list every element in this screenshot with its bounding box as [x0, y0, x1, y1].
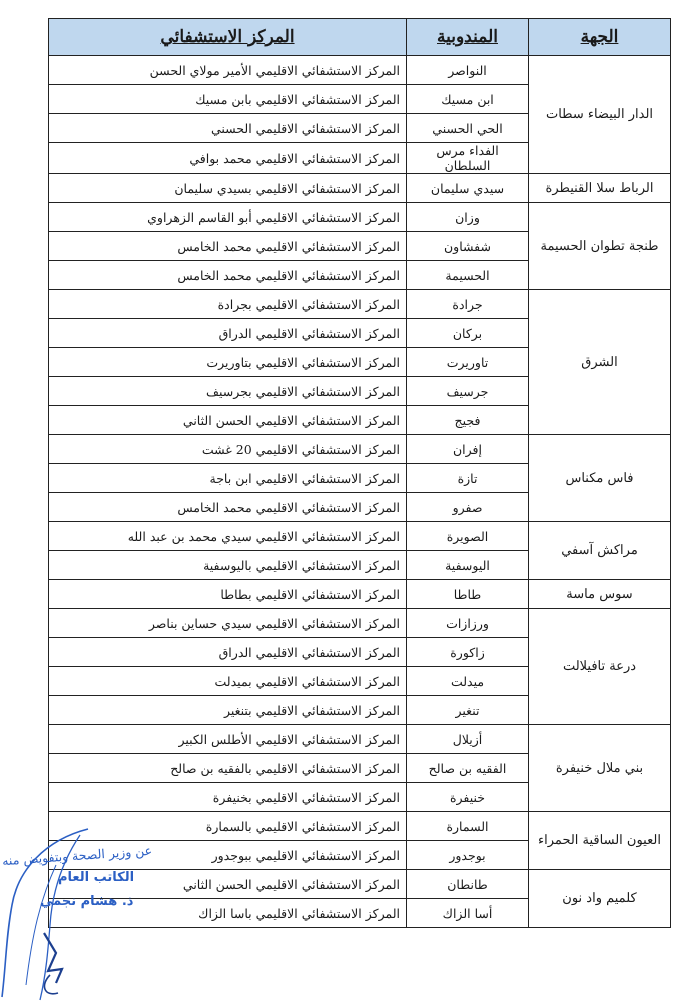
center-cell: المركز الاستشفائي الاقليمي الحسن الثاني — [49, 870, 407, 899]
table-row — [49, 174, 671, 203]
header-province: المندوبية — [407, 19, 529, 56]
center-cell: المركز الاستشفائي الاقليمي باليوسفية — [49, 551, 407, 580]
region-cell: بني ملال خنيفرة — [529, 725, 671, 812]
province-cell: الحي الحسني — [407, 114, 529, 143]
province-cell: طانطان — [407, 870, 529, 899]
table-row — [49, 725, 671, 754]
center-cell: المركز الاستشفائي الاقليمي بجرادة — [49, 290, 407, 319]
stamp-line-title: الكاتب العام — [58, 870, 135, 885]
table-row — [49, 435, 671, 464]
center-cell: المركز الاستشفائي الاقليمي بابن مسيك — [49, 85, 407, 114]
table-row — [49, 870, 671, 899]
region-cell: الرباط سلا القنيطرة — [529, 174, 671, 203]
province-cell: ميدلت — [407, 667, 529, 696]
region-cell: كلميم واد نون — [529, 870, 671, 928]
province-cell: سيدي سليمان — [407, 174, 529, 203]
center-cell: المركز الاستشفائي الاقليمي الحسن الثاني — [49, 406, 407, 435]
table-row — [49, 56, 671, 85]
table-header-row — [49, 19, 671, 56]
center-cell: المركز الاستشفائي الاقليمي بتنغير — [49, 696, 407, 725]
province-cell: الصويرة — [407, 522, 529, 551]
center-cell: المركز الاستشفائي الاقليمي محمد الخامس — [49, 232, 407, 261]
province-cell: صفرو — [407, 493, 529, 522]
province-cell: السمارة — [407, 812, 529, 841]
center-cell: المركز الاستشفائي الاقليمي الأمير مولاي الحسن — [49, 56, 407, 85]
table-row — [49, 812, 671, 841]
province-cell: اليوسفية — [407, 551, 529, 580]
center-cell: المركز الاستشفائي الاقليمي بالفقيه بن صالح — [49, 754, 407, 783]
province-cell: الحسيمة — [407, 261, 529, 290]
center-cell: المركز الاستشفائي الاقليمي أبو القاسم الزهراوي — [49, 203, 407, 232]
province-cell: تنغير — [407, 696, 529, 725]
center-cell: المركز الاستشفائي الاقليمي سيدي محمد بن عبد الله — [49, 522, 407, 551]
province-cell: خنيفرة — [407, 783, 529, 812]
province-cell: ورزازات — [407, 609, 529, 638]
province-cell: جرادة — [407, 290, 529, 319]
header-center: المركز الاستشفائي — [49, 19, 407, 56]
center-cell: المركز الاستشفائي الاقليمي ابن باجة — [49, 464, 407, 493]
province-cell: إفران — [407, 435, 529, 464]
province-cell: وزان — [407, 203, 529, 232]
province-cell: الفقيه بن صالح — [407, 754, 529, 783]
region-cell: الدار البيضاء سطات — [529, 56, 671, 174]
province-cell: النواصر — [407, 56, 529, 85]
center-cell: المركز الاستشفائي الاقليمي الدراق — [49, 319, 407, 348]
region-cell: درعة تافيلالت — [529, 609, 671, 725]
region-cell: فاس مكناس — [529, 435, 671, 522]
center-cell: المركز الاستشفائي الاقليمي بميدلت — [49, 667, 407, 696]
table-row — [49, 522, 671, 551]
center-cell: المركز الاستشفائي الاقليمي محمد بوافي — [49, 143, 407, 174]
table-body — [49, 56, 671, 928]
table-row — [49, 203, 671, 232]
region-cell: طنجة تطوان الحسيمة — [529, 203, 671, 290]
header-region: الجهة — [529, 19, 671, 56]
stamp-line-authority: عن وزير الصحة وبتفويض منه — [1, 842, 153, 869]
province-cell: بركان — [407, 319, 529, 348]
region-cell: سوس ماسة — [529, 580, 671, 609]
province-cell: شفشاون — [407, 232, 529, 261]
center-cell: المركز الاستشفائي الاقليمي محمد الخامس — [49, 261, 407, 290]
center-cell: المركز الاستشفائي الاقليمي 20 غشت — [49, 435, 407, 464]
region-cell: العيون الساقية الحمراء — [529, 812, 671, 870]
center-cell: المركز الاستشفائي الاقليمي سيدي حساين بناصر — [49, 609, 407, 638]
center-cell: المركز الاستشفائي الاقليمي بالسمارة — [49, 812, 407, 841]
table-row — [49, 290, 671, 319]
stamp-line-name: ذ. هشام نجمي — [40, 894, 134, 909]
table-row — [49, 609, 671, 638]
hospital-centers-table — [48, 18, 671, 928]
province-cell: تاوريرت — [407, 348, 529, 377]
province-cell: ابن مسيك — [407, 85, 529, 114]
region-cell: الشرق — [529, 290, 671, 435]
center-cell: المركز الاستشفائي الاقليمي باسا الزاك — [49, 899, 407, 928]
table-row — [49, 580, 671, 609]
center-cell: المركز الاستشفائي الاقليمي بطاطا — [49, 580, 407, 609]
center-cell: المركز الاستشفائي الاقليمي الحسني — [49, 114, 407, 143]
center-cell: المركز الاستشفائي الاقليمي الدراق — [49, 638, 407, 667]
center-cell: المركز الاستشفائي الاقليمي بخنيفرة — [49, 783, 407, 812]
province-cell: زاكورة — [407, 638, 529, 667]
province-cell: الفداء مرس السلطان — [407, 143, 529, 174]
center-cell: المركز الاستشفائي الاقليمي بجرسيف — [49, 377, 407, 406]
province-cell: أسا الزاك — [407, 899, 529, 928]
center-cell: المركز الاستشفائي الاقليمي الأطلس الكبير — [49, 725, 407, 754]
center-cell: المركز الاستشفائي الاقليمي بتاوريرت — [49, 348, 407, 377]
center-cell: المركز الاستشفائي الاقليمي ببوجدور — [49, 841, 407, 870]
province-cell: فجيج — [407, 406, 529, 435]
center-cell: المركز الاستشفائي الاقليمي محمد الخامس — [49, 493, 407, 522]
region-cell: مراكش آسفي — [529, 522, 671, 580]
province-cell: بوجدور — [407, 841, 529, 870]
province-cell: طاطا — [407, 580, 529, 609]
province-cell: تازة — [407, 464, 529, 493]
province-cell: أزيلال — [407, 725, 529, 754]
province-cell: جرسيف — [407, 377, 529, 406]
center-cell: المركز الاستشفائي الاقليمي بسيدي سليمان — [49, 174, 407, 203]
